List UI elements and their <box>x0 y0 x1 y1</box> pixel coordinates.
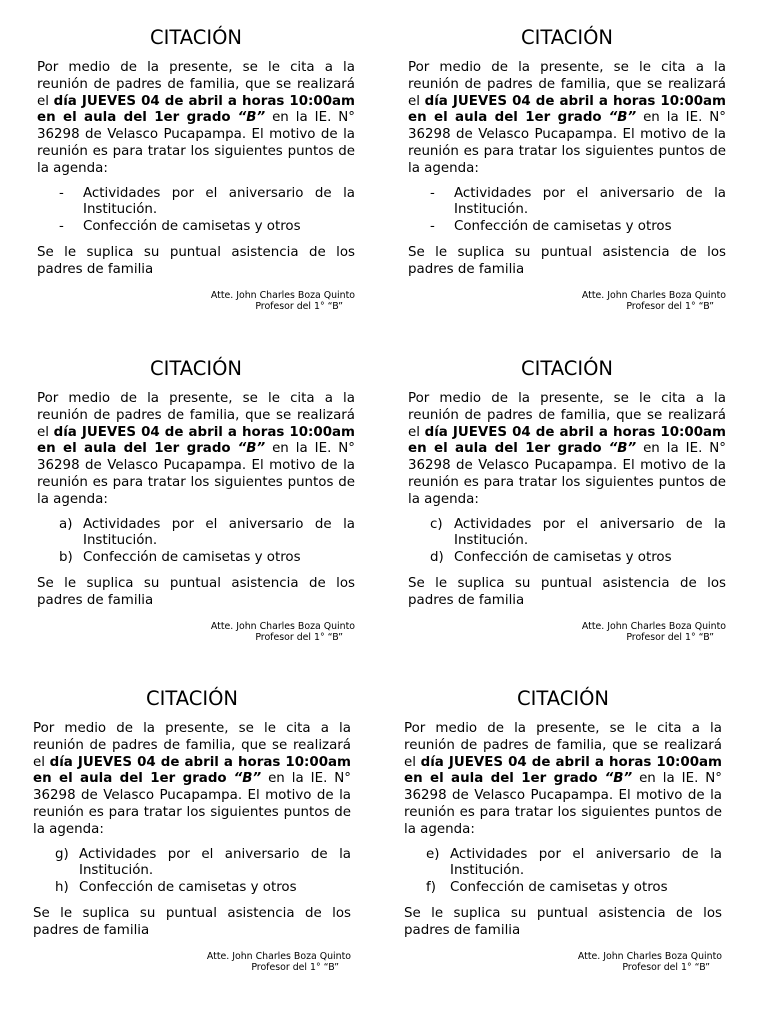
grade-section: “B” <box>604 771 633 787</box>
list-marker: d) <box>430 550 444 566</box>
agenda-item <box>408 219 726 236</box>
card-title: CITACIÓN <box>149 357 243 380</box>
agenda-item-text: Confección de camisetas y otros <box>450 880 668 896</box>
intro-text: Por medio de la presente, se le cita a la reunión de padres de familia, que se realizará el <box>404 721 722 770</box>
agenda-item <box>404 847 722 881</box>
meeting-details: día JUEVES 04 de abril a horas 10:00am en el aula del 1er grado <box>37 93 356 126</box>
agenda-item-text: Confección de camisetas y otros <box>83 550 301 566</box>
meeting-details: día JUEVES 04 de abril a horas 10:00am en el aula del 1er grado <box>408 424 727 457</box>
meeting-details: día JUEVES 04 de abril a horas 10:00am en el aula del 1er grado <box>408 93 727 126</box>
card-title: CITACIÓN <box>520 26 614 49</box>
signature-name: Atte. John Charles Boza Quinto <box>210 289 355 301</box>
signature-role: Profesor del 1° “B” <box>626 631 714 643</box>
card-title: CITACIÓN <box>520 357 614 380</box>
agenda-item <box>37 186 355 220</box>
list-marker: - <box>430 185 435 201</box>
signature-block <box>37 621 355 643</box>
agenda-item-text: Actividades por el aniversario de la Institución. <box>83 516 355 549</box>
grade-section: “B” <box>237 110 266 126</box>
list-marker: c) <box>430 516 443 532</box>
agenda-item-text: Confección de camisetas y otros <box>454 219 672 235</box>
agenda-item <box>408 517 726 551</box>
grade-section: “B” <box>608 441 637 457</box>
list-marker: - <box>59 219 64 235</box>
card-body <box>33 721 351 839</box>
agenda-item-text: Confección de camisetas y otros <box>454 550 672 566</box>
intro-text: Por medio de la presente, se le cita a la reunión de padres de familia, que se realizará el <box>408 60 726 109</box>
agenda-item-text: Actividades por el aniversario de la Institución. <box>79 846 351 879</box>
signature-block <box>408 290 726 312</box>
citation-card <box>404 687 722 973</box>
list-marker: - <box>430 219 435 235</box>
card-title: CITACIÓN <box>516 687 610 710</box>
agenda-list <box>404 847 722 897</box>
agenda-item-text: Actividades por el aniversario de la Institución. <box>83 185 355 218</box>
agenda-list <box>37 517 355 567</box>
agenda-list <box>37 186 355 236</box>
citation-card <box>408 26 726 312</box>
card-body <box>408 60 726 178</box>
signature-name: Atte. John Charles Boza Quinto <box>581 289 726 301</box>
signature-role: Profesor del 1° “B” <box>255 631 343 643</box>
list-marker: f) <box>426 880 436 896</box>
list-marker: h) <box>55 880 69 896</box>
signature-role: Profesor del 1° “B” <box>251 961 339 973</box>
agenda-item <box>37 550 355 567</box>
signature-name: Atte. John Charles Boza Quinto <box>581 620 726 632</box>
closing-text: Se le suplica su puntual asistencia de los padres de familia <box>408 244 726 277</box>
citation-card <box>408 357 726 643</box>
card-body <box>408 391 726 509</box>
list-marker: b) <box>59 550 73 566</box>
agenda-list <box>408 517 726 567</box>
intro-text: Por medio de la presente, se le cita a la reunión de padres de familia, que se realizará el <box>408 391 726 440</box>
intro-text: Por medio de la presente, se le cita a la reunión de padres de familia, que se realizará el <box>37 60 355 109</box>
meeting-details: día JUEVES 04 de abril a horas 10:00am en el aula del 1er grado <box>404 754 723 787</box>
citation-card <box>33 687 351 973</box>
agenda-item <box>33 847 351 881</box>
grade-section: “B” <box>608 110 637 126</box>
grade-section: “B” <box>237 441 266 457</box>
signature-block <box>37 290 355 312</box>
body-rest: en la IE. N° 36298 de Velasco Pucapampa. El motivo de la reunión es para tratar los siguientes puntos de la agenda: <box>37 110 356 176</box>
agenda-item-text: Actividades por el aniversario de la Institución. <box>450 846 722 879</box>
body-rest: en la IE. N° 36298 de Velasco Pucapampa. El motivo de la reunión es para tratar los siguientes puntos de la agenda: <box>408 110 727 176</box>
signature-role: Profesor del 1° “B” <box>622 961 710 973</box>
signature-role: Profesor del 1° “B” <box>626 300 714 312</box>
agenda-item-text: Confección de camisetas y otros <box>79 880 297 896</box>
closing-text: Se le suplica su puntual asistencia de los padres de familia <box>33 905 351 938</box>
list-marker: - <box>59 185 64 201</box>
card-title: CITACIÓN <box>149 26 243 49</box>
signature-role: Profesor del 1° “B” <box>255 300 343 312</box>
signature-name: Atte. John Charles Boza Quinto <box>206 950 351 962</box>
closing-text: Se le suplica su puntual asistencia de los padres de familia <box>37 575 355 608</box>
agenda-item <box>408 186 726 220</box>
card-body <box>37 60 355 178</box>
card-body <box>404 721 722 839</box>
agenda-list <box>33 847 351 897</box>
agenda-item <box>33 880 351 897</box>
agenda-item <box>404 880 722 897</box>
body-rest: en la IE. N° 36298 de Velasco Pucapampa. El motivo de la reunión es para tratar los siguientes puntos de la agenda: <box>33 771 352 837</box>
list-marker: g) <box>55 846 69 862</box>
signature-block <box>404 951 722 973</box>
agenda-list <box>408 186 726 236</box>
agenda-item-text: Confección de camisetas y otros <box>83 219 301 235</box>
body-rest: en la IE. N° 36298 de Velasco Pucapampa. El motivo de la reunión es para tratar los siguientes puntos de la agenda: <box>408 441 727 507</box>
citation-card <box>37 26 355 312</box>
meeting-details: día JUEVES 04 de abril a horas 10:00am en el aula del 1er grado <box>33 754 352 787</box>
closing-text: Se le suplica su puntual asistencia de los padres de familia <box>404 905 722 938</box>
intro-text: Por medio de la presente, se le cita a la reunión de padres de familia, que se realizará el <box>37 391 355 440</box>
meeting-details: día JUEVES 04 de abril a horas 10:00am en el aula del 1er grado <box>37 424 356 457</box>
body-rest: en la IE. N° 36298 de Velasco Pucapampa. El motivo de la reunión es para tratar los siguientes puntos de la agenda: <box>37 441 356 507</box>
agenda-item-text: Actividades por el aniversario de la Institución. <box>454 516 726 549</box>
closing-text: Se le suplica su puntual asistencia de los padres de familia <box>37 244 355 277</box>
grade-section: “B” <box>233 771 262 787</box>
citation-card <box>37 357 355 643</box>
card-title: CITACIÓN <box>145 687 239 710</box>
signature-name: Atte. John Charles Boza Quinto <box>577 950 722 962</box>
agenda-item <box>408 550 726 567</box>
closing-text: Se le suplica su puntual asistencia de los padres de familia <box>408 575 726 608</box>
agenda-item <box>37 517 355 551</box>
body-rest: en la IE. N° 36298 de Velasco Pucapampa. El motivo de la reunión es para tratar los siguientes puntos de la agenda: <box>404 771 723 837</box>
agenda-item <box>37 219 355 236</box>
list-marker: e) <box>426 846 440 862</box>
intro-text: Por medio de la presente, se le cita a la reunión de padres de familia, que se realizará el <box>33 721 351 770</box>
card-body <box>37 391 355 509</box>
signature-name: Atte. John Charles Boza Quinto <box>210 620 355 632</box>
list-marker: a) <box>59 516 73 532</box>
agenda-item-text: Actividades por el aniversario de la Institución. <box>454 185 726 218</box>
signature-block <box>408 621 726 643</box>
signature-block <box>33 951 351 973</box>
